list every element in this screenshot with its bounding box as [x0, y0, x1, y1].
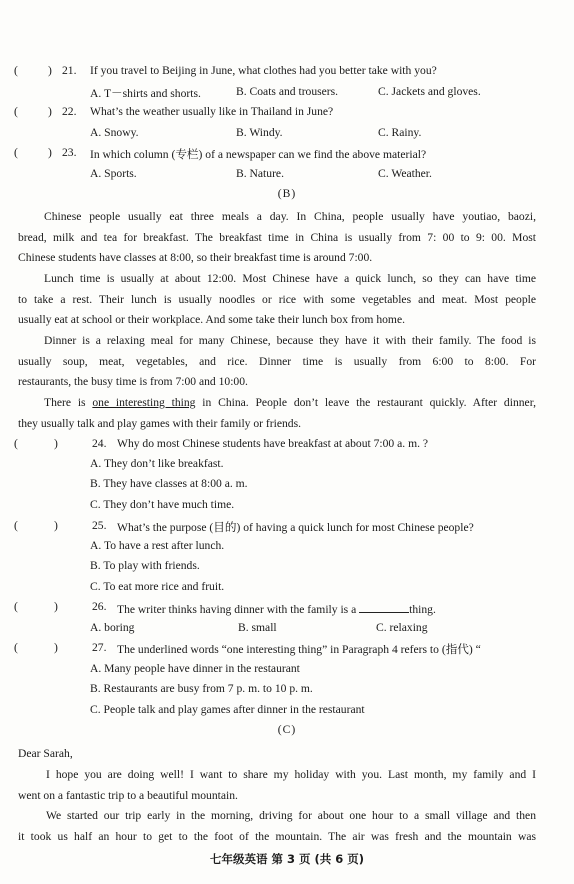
question-26 [14, 600, 556, 618]
option-b: B. They have classes at 8:00 a. m. [90, 477, 248, 490]
option-a: A. T－shirts and shorts. [90, 87, 201, 100]
answer-bracket-close: ) [48, 146, 52, 159]
question-stem [90, 519, 474, 535]
answer-bracket: ( [14, 146, 18, 159]
answer-bracket-close: ) [48, 64, 52, 77]
answer-blank [359, 600, 409, 613]
option-b: B. To play with friends. [90, 559, 200, 572]
answer-bracket-close: ) [48, 105, 52, 118]
question-number: 24. [92, 437, 107, 450]
option-c: C. Weather. [378, 167, 432, 180]
answer-bracket: ( [14, 600, 18, 613]
answer-bracket: ( [14, 641, 18, 654]
answer-bracket: ( [14, 105, 18, 118]
option-a: A. They don’t like breakfast. [90, 457, 224, 470]
stem-text: What’s the purpose (目的) of having a quick lunch for most Chinese people? [117, 521, 474, 534]
section-c-title: (C) [277, 723, 297, 736]
question-stem [90, 437, 428, 450]
question-21 [14, 64, 556, 82]
text-line: Dinner is a relaxing meal for many Chinese, because they have it with their family. The food is [44, 334, 536, 347]
passage-paragraph-4 [18, 393, 536, 434]
text-line: I hope you are doing well! I want to share my holiday with you. Last month, my family and I [46, 768, 536, 781]
option-c: C. Jackets and gloves. [378, 85, 481, 98]
letter-paragraph-2 [18, 806, 536, 847]
answer-bracket-close: ) [54, 600, 58, 613]
option-c: C. Rainy. [378, 126, 422, 139]
text-line: bread, milk and tea for breakfast. The breakfast time in China is usually from 7: 00 to 9: 00. Most [18, 230, 536, 244]
page-footer: 七年级英语 第 3 页 (共 6 页) [209, 852, 365, 866]
answer-bracket: ( [14, 437, 18, 450]
question-24 [14, 437, 556, 455]
passage-paragraph-3 [18, 331, 536, 393]
option-b: B. Coats and trousers. [236, 85, 339, 98]
stem-text: Why do most Chinese students have breakfast at about 7:00 a. m. ? [117, 437, 429, 450]
text-line: went on a fantastic trip to a beautiful mountain. [18, 788, 238, 802]
passage-paragraph-2 [18, 269, 536, 331]
question-number: 27. [92, 641, 107, 654]
option-c: C. People talk and play games after dinner in the restaurant [90, 703, 365, 716]
text-line: Chinese students have classes at 8:00, so their breakfast time is around 7:00. [18, 251, 373, 264]
question-stem [117, 600, 436, 616]
letter-paragraph-1 [18, 765, 536, 806]
text-line: We started our trip early in the morning, driving for about one hour to a small village and then [46, 809, 536, 822]
option-a: A. Many people have dinner in the restaurant [90, 662, 300, 675]
text-run: There is [44, 396, 93, 409]
stem-text: The writer thinks having dinner with the family is a [117, 603, 357, 616]
question-25 [14, 519, 556, 537]
text-line: to take a rest. Their lunch is usually noodles or rice with some vegetables and meat. Most people [18, 292, 536, 306]
text-line: restaurants, the busy time is from 7:00 and 10:00. [18, 375, 248, 388]
question-number: 22. [62, 105, 77, 118]
option-b: B. small [238, 621, 277, 634]
option-b: B. Restaurants are busy from 7 p. m. to 10 p. m. [90, 682, 313, 695]
question-number: 21. [62, 64, 77, 77]
text-line: Lunch time is usually at about 12:00. Most Chinese have a quick lunch, so they can have time [44, 272, 536, 285]
option-b: B. Windy. [236, 126, 283, 139]
answer-bracket-close: ) [54, 437, 58, 450]
question-stem: The underlined words “one interesting thing” in Paragraph 4 refers to (指代) “ [117, 643, 481, 656]
text-line: usually soup, meat, vegetables, and rice. Dinner time is usually from 6:00 to 8:00. For [18, 354, 536, 368]
question-23 [14, 146, 556, 164]
underlined-phrase: one interesting thing [92, 396, 196, 409]
question-number: 26. [92, 600, 107, 613]
question-27 [14, 641, 556, 659]
letter-greeting [18, 744, 536, 765]
question-22 [14, 105, 556, 123]
text-line: Dear Sarah, [18, 747, 73, 760]
option-a: A. Sports. [90, 167, 137, 180]
answer-bracket-close: ) [54, 519, 58, 532]
question-number: 25. [92, 519, 107, 532]
option-a: A. To have a rest after lunch. [90, 539, 225, 552]
text-line: it took us half an hour to get to the foot of the mountain. The air was fresh and the mountain was [18, 829, 536, 843]
question-stem: If you travel to Beijing in June, what clothes had you better take with you? [90, 64, 437, 77]
option-c: C. relaxing [376, 621, 428, 634]
text-run: in China. People don’t leave the restaurant quickly. After dinner, [195, 396, 536, 409]
question-stem: What’s the weather usually like in Thailand in June? [90, 105, 334, 118]
option-b: B. Nature. [236, 167, 284, 180]
passage-paragraph-1 [18, 207, 536, 269]
answer-bracket: ( [14, 519, 18, 532]
answer-bracket: ( [14, 64, 18, 77]
option-c: C. To eat more rice and fruit. [90, 580, 225, 593]
option-a: A. boring [90, 621, 135, 634]
text-line [18, 393, 536, 414]
answer-bracket-close: ) [54, 641, 58, 654]
stem-text: thing. [409, 603, 436, 616]
text-line: they usually talk and play games with their family or friends. [18, 416, 302, 430]
text-line: Chinese people usually eat three meals a day. In China, people usually have youtiao, baozi, [44, 210, 536, 223]
option-c: C. They don’t have much time. [90, 498, 235, 511]
option-a: A. Snowy. [90, 126, 139, 139]
section-b-title: (B) [277, 187, 297, 200]
text-line: usually eat at school or their workplace. And some take their lunch box from home. [18, 313, 405, 326]
question-number: 23. [62, 146, 77, 159]
question-stem: In which column (专栏) of a newspaper can we find the above material? [90, 148, 427, 161]
